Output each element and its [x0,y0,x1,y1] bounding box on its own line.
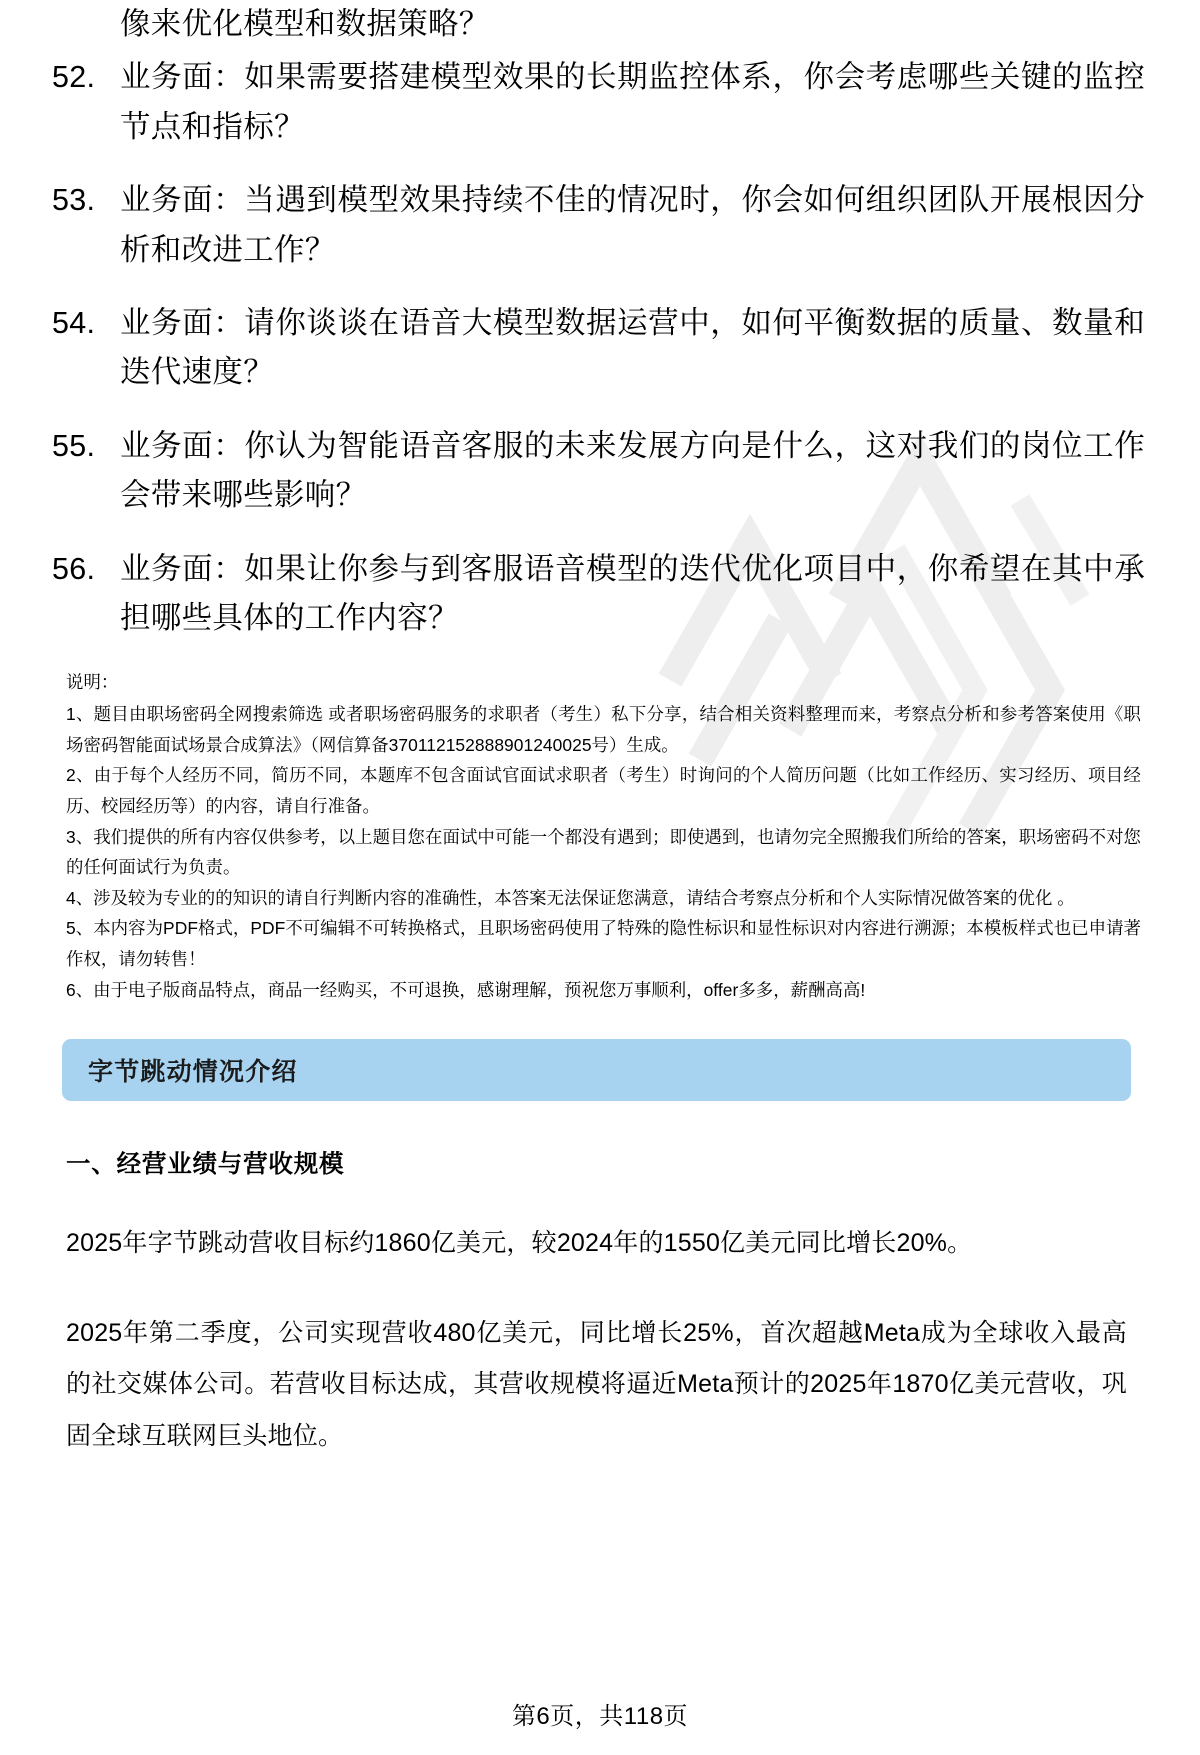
note-item: 6、由于电子版商品特点，商品一经购买，不可退换，感谢理解，预祝您万事顺利，offer多多，薪酬高高! [66,979,866,1000]
question-item [48,299,1145,398]
question-item [48,422,1145,521]
question-number: 56. [52,551,96,586]
section-banner [62,1039,1131,1101]
question-number: 53. [52,183,96,218]
question-text: 业务面：当遇到模型效果持续不佳的情况时，你会如何组织团队开展根因分析和改进工作？ [120,183,1145,267]
notes-block [48,667,1145,1005]
question-text: 业务面：你认为智能语音客服的未来发展方向是什么，这对我们的岗位工作会带来哪些影响？ [120,428,1145,513]
notes-title: 说明： [66,672,119,693]
note-item: 3、我们提供的所有内容仅供参考，以上题目您在面试中可能一个都没有遇到；即使遇到，也请勿完全照搬我们所给的答案，职场密码不对您的任何面试行为负责。 [66,826,1141,878]
continued-text: 像来优化模型和数据策略？ [120,7,490,41]
question-item [48,176,1145,275]
note-item: 2、由于每个人经历不同，简历不同，本题库不包含面试官面试求职者（考生）时询问的个人简历问题（比如工作经历、实习经历、项目经历、校园经历等）的内容，请自行准备。 [66,765,1141,816]
note-item: 1、题目由职场密码全网搜索筛选 或者职场密码服务的求职者（考生）私下分享，结合相关资料整理而来，考察点分析和参考答案使用《职场密码智能面试场景合成算法》（网信算备370112152888901240025号）生成。 [66,704,1141,755]
question-text: 业务面：如果需要搭建模型效果的长期监控体系，你会考虑哪些关键的监控节点和指标？ [120,60,1145,144]
question-number: 52. [52,60,96,95]
note-item: 5、本内容为PDF格式，PDF不可编辑不可转换格式，且职场密码使用了特殊的隐性标识和显性标识对内容进行溯源；本模板样式也已申请著作权，请勿转售！ [66,918,1141,970]
section-banner-label: 字节跳动情况介绍 [88,1058,298,1087]
section-heading: 一、经营业绩与营收规模 [66,1151,345,1179]
question-text: 业务面：如果让你参与到客服语音模型的迭代优化项目中，你希望在其中承担哪些具体的工作内容？ [120,551,1145,636]
question-item [48,53,1145,152]
question-number: 54. [52,306,96,341]
question-text: 业务面：请你谈谈在语音大模型数据运营中，如何平衡数据的质量、数量和迭代速度？ [120,306,1145,390]
section-paragraph: 2025年第二季度，公司实现营收480亿美元，同比增长25%，首次超越Meta成为全球收入最高的社交媒体公司。若营收目标达成，其营收规模将逼近Meta预计的2025年1870亿美元营收，巩固全球互联网巨头地位。 [66,1318,1127,1450]
page-footer: 第6页，共118页 [511,1703,689,1730]
section-paragraph: 2025年字节跳动营收目标约1860亿美元，较2024年的1550亿美元同比增长20%。 [66,1229,973,1258]
question-number: 55. [52,428,96,463]
question-item [48,545,1145,644]
note-item: 4、涉及较为专业的的知识的请自行判断内容的准确性，本答案无法保证您满意，请结合考察点分析和个人实际情况做答案的优化 。 [66,887,1075,908]
